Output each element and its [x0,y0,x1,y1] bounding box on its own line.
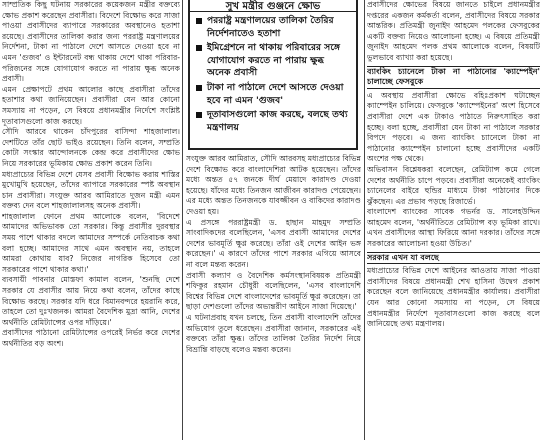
highlight-item [196,15,350,40]
paragraph: সাম্প্রতিক কিছু ঘটনায় সরকারের কয়েকজন মন্ত্রীর বক্তব্যে ক্ষোভ প্রকাশ করেছেন প্রবাসীরা। বিদেশে বিক্ষোভ করে সাজা পাওয়া প্রবাসীদের ব্যাপারে সরকারের অবস্থানেও হতাশা রয়েছে। প্রবাসীদের তালিকা করার জন্য পররাষ্ট্র মন্ত্রণালয়ের নির্দেশনা, টাকা না পাঠালে দেশে আসতে দেওয়া হবে না এমন 'গুজব' ও ইন্টারনেট বন্ধ থাকায় দেশে থাকা পরিবার-পরিজনের সঙ্গে যোগাযোগ করতে না পারায় ক্ষুব্ধ অনেক প্রবাসী। [2,0,180,84]
highlight-item-text: পররাষ্ট্র মন্ত্রণালয়ের তালিকা তৈরির নির্দেশনাতেও হতাশা [207,15,334,39]
highlight-box-title: সুখ মন্ত্রীর গুঞ্জনে ক্ষোভ [190,0,356,12]
paragraph: এ প্রসঙ্গে পররাষ্ট্রমন্ত্রী ড. হাছান মাহমুদ সম্প্রতি সাংবাদিকদের বলেছিলেন, 'এসব প্রবাসী আমাদের দেশের দেশের ভাবমূর্তি ক্ষুণ্ণ করেছে। তাঁরা ওই দেশের আইন ভঙ্গ করেছেন।' এ কারণে তাঁদের পাশে সরকার এগিয়ে আসবে না বলে মন্তব্য করেন। [186,217,361,269]
highlight-item-text: দূতাবাসগুলো কাজ করছে, বলছে তথ্য মন্ত্রণালয় [207,109,348,133]
paragraph: অভিবাসন বিশ্লেষকরা বলেছেন, রেমিট্যান্স কমে গেলে দেশের অর্থনীতি চাপে পড়বে। প্রবাসীরা অনেকেই ব্যাংকিং চ্যানেলের বাইরে হুন্ডির মাধ্যমে টাকা পাঠানোর দিকে ঝুঁকছেন। এর প্রভাব পড়ছে রিজার্ভে। [367,164,540,206]
article-column-2 [186,154,361,440]
paragraph: মধ্যপ্রাচ্যের বিভিন্ন দেশে আইনের আওতায় সাজা পাওয়া প্রবাসীদের বিষয়ে প্রধানমন্ত্রী শেখ হাসিনা উদ্বেগ প্রকাশ করেছেন বলে জানিয়েছে প্রধানমন্ত্রীর কার্যালয়। প্রবাসীরা যেন আর কোনো সমস্যায় না পড়েন, সে বিষয়ে প্রধানমন্ত্রীর নির্দেশে দূতাবাসগুলো কাজ করছে বলে জানিয়েছে তথ্য মন্ত্রণালয়। [367,266,540,329]
paragraph: এমন প্রেক্ষাপটে প্রথম আলোর কাছে প্রবাসীরা তাঁদের হতাশার কথা জানিয়েছেন। প্রবাসীরা যেন আর কোনো সমস্যায় না পড়েন, সে বিষয়ে প্রধানমন্ত্রীর নির্দেশে সংশ্লিষ্ট দূতাবাসগুলো কাজ করছে। [2,84,180,126]
paragraph: এ অবস্থায় প্রবাসীরা ক্ষোভে বহিঃপ্রকাশ ঘটাচ্ছেন ক্যাম্পেইন চালিয়ে। ফেসবুকে 'ক্যাম্পেইনের' অংশ হিসেবে প্রবাসীরা দেশে এক টাকাও পাঠাতে নিরুৎসাহিত করা হচ্ছে। বলা হচ্ছে, প্রবাসীরা যেন টাকা না পাঠালে সরকার বিপদে পড়বে। এ জন্য ব্যাংকিং চ্যানেলে টাকা না পাঠানোর ক্যাম্পেইন চালানো হচ্ছে প্রবাসীদের একটি অংশের পক্ষ থেকে। [367,90,540,164]
paragraph: প্রবাসী কল্যাণ ও বৈদেশিক কর্মসংস্থানবিষয়ক প্রতিমন্ত্রী শফিকুর রহমান চৌধুরী বলেছিলেন, 'এসব বাংলাদেশি বিশ্বের বিভিন্ন দেশে বাংলাদেশের ভাবমূর্তি ক্ষুণ্ণ করেছেন। তা ছাড়া দেশগুলো তাঁদের অভ্যন্তরীণ আইনে সাজা দিয়েছে।' [186,270,361,312]
highlight-item [196,42,350,80]
paragraph: সংযুক্ত আরব আমিরাত, সৌদি আরবসহ মধ্যপ্রাচ্যের বিভিন্ন দেশে বিক্ষোভ করে বাংলাদেশিরা আটক হয়েছেন। তাঁদের মধ্যে অন্তত ৫৭ জনকে দীর্ঘ মেয়াদে কারাদণ্ড দেওয়া হয়েছে। যাঁদের মধ্যে তিনজন আজীবন কারাদণ্ড পেয়েছেন। এর মধ্যে অন্তত তিনজনকে যাবজ্জীবন ও বাকিদের কারাদণ্ড দেওয়া হয়। [186,154,361,216]
paragraph: প্রবাসীদের পাঠানো রেমিট্যান্সের ওপরেই নির্ভর করে দেশের অর্থনীতির বড় অংশ। [2,328,180,348]
article-column-3 [367,0,540,440]
highlight-item [196,109,350,134]
highlight-item [196,82,350,107]
paragraph: এ ঘটনাপ্রবাহ যখন চলছে, তিন প্রবাসী বাংলাদেশি তাঁদের অভিযোগ তুলে ধরেছেন। প্রবাসীরা জানান, সরকারের এই বক্তব্যে তাঁরা ক্ষুব্ধ। তাঁদের তালিকা তৈরির নির্দেশ নিয়ে বিভ্রান্তি বাড়ছে বলেও মন্তব্য করেন। [186,312,361,354]
column-divider [364,0,365,440]
paragraph: ব্যবসায়ী পাবনার মোস্তফা কামাল বলেন, 'শুনছি দেশে সরকার যে প্রবাসীর আয় নিয়ে কথা বলেন, তাঁদের কাছে বিক্ষোভ করছে। সরকার যদি ধরে বিমানবন্দরে হয়রানি করে, তাহলে তো দুঃখজনক। আমরা বৈদেশিক মুদ্রা আনি, দেশের অর্থনীতি রেমিট্যান্সের ওপর দাঁড়িয়ে।' [2,275,180,327]
paragraph: মধ্যপ্রাচ্যের বিভিন্ন দেশে যেসব প্রবাসী বিক্ষোভ করায় শাস্তির মুখোমুখি হয়েছেন, তাঁদের ব্যাপারে সরকারের স্পষ্ট অবস্থান চান প্রবাসীরা। সংযুক্ত আরব আমিরাতে দুজন মন্ত্রী এমন বক্তব্য দেন বলে শাহজালালসহ অনেক প্রবাসী। [2,169,180,211]
subheading: ব্যাংকিং চ্যানেলে টাকা না পাঠানোর 'ক্যাম্পেইন' চালাচ্ছে ফেসবুকে [367,66,540,89]
highlight-item-text: টাকা না পাঠালে দেশে আসতে দেওয়া হবে না এমন 'গুজব' [207,81,344,106]
paragraph: সৌদি আরবে থাকেন চাঁদপুরের বাসিন্দা শাহজালাল। দেশটিতে তাঁর ছোট ভাইও রয়েছেন। তিনি বলেন, সম্প্রতি কোটা সংস্কার আন্দোলনকে কেন্দ্র করে প্রবাসীদের ক্ষোভ নিয়ে সরকারের ভূমিকায় ক্ষোভ প্রকাশ করেন তিনি। [2,127,180,168]
highlight-box [188,0,358,150]
article-column-1 [2,0,180,440]
square-bullet-icon [196,18,202,24]
paragraph: প্রবাসীদের ক্ষোভের বিষয়ে জানতে চাইলে প্রধানমন্ত্রীর দপ্তরের একজন কর্মকর্তা বলেন, প্রবাসীদের বিষয়ে সরকার আন্তরিক। প্রতিমন্ত্রী জুনাইদ আহমেদ পলকের ফেসবুকের একটি বক্তব্য নিয়েও আলোচনা হচ্ছে। এ বিষয়ে প্রতিমন্ত্রী জুনাইদ আহমেদ পলক প্রথম আলোকে বলেন, বিষয়টি ভুলভাবে ব্যাখ্যা করা হয়েছে। [367,0,540,62]
highlight-item-text: ইমিগ্রেশনে না থাকায় পরিবারের সঙ্গে যোগাযোগ করতে না পারায় ক্ষুব্ধ অনেক প্রবাসী [207,42,341,79]
paragraph: বাংলাদেশ ব্যাংকের সাবেক গভর্নর ড. সালেহউদ্দিন আহমেদ বলেন, 'অর্থনীতিতে রেমিট্যান্স বড় ভূমিকা রাখে। এখন প্রবাসীদের আস্থা ফিরিয়ে আনা দরকার। তাঁদের সঙ্গে সরকারের আলোচনা হওয়া উচিত।' [367,207,540,249]
square-bullet-icon [196,45,202,51]
column-divider [182,0,183,440]
paragraph: শাহজালাল ফোনে প্রথম আলোকে বলেন, 'বিদেশে আমাদের অভিভাবক তো সরকার। কিন্তু প্রবাসীর দুরবস্থার সময় পাশে থাকার বদলে আমাদের সম্পর্কে নেতিবাচক কথা বলা হচ্ছে। আমাদের সাথে এমন অবস্থান নয়, তাহলে আমরা কোথায় যাব? নিজের নাগরিক হিসেবে তো সরকারের পাশে থাকার কথা।' [2,211,180,274]
subheading: সরকার এখন যা বলছে [367,252,540,265]
square-bullet-icon [196,112,202,118]
highlight-list [190,12,356,134]
square-bullet-icon [196,85,202,91]
